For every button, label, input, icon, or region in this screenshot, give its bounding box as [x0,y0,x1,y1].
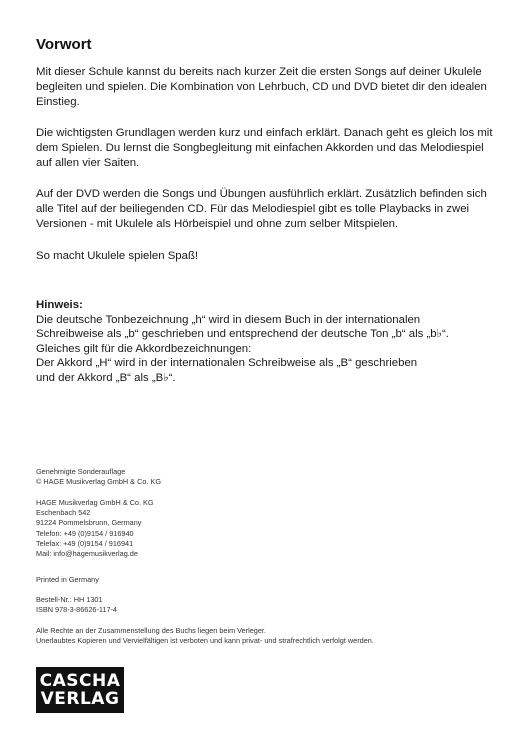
copyright-line: © HAGE Musikverlag GmbH & Co. KG [36,477,161,487]
rights-block [36,626,476,646]
note-line: Schreibweise als „b“ geschrieben und entsprechend der deutsche Ton „b“ als „b♭“. [36,328,449,340]
publisher-street: Eschenbach 542 [36,508,91,518]
rights-line: Alle Rechte an der Zusammenstellung des Buchs liegen beim Verleger. [36,626,266,635]
order-number: Bestell-Nr.: HH 1301 [36,595,103,604]
publisher-email: Mail: info@hagemusikverlag.de [36,549,138,559]
cascha-verlag-logo [36,667,124,713]
license-line: Genehmigte Sonderauflage [36,467,126,476]
intro-paragraph: Mit dieser Schule kannst du bereits nach kurzer Zeit die ersten Songs auf deiner Ukulele begleiten und spielen. Die Kombination von Lehrbuch, CD und DVD bietet dir den idealen Einstieg. [36,66,487,108]
note-line: Der Akkord „H“ wird in der internationalen Schreibweise als „B“ geschrieben [36,357,418,369]
publisher-address-block [36,498,476,559]
page-title: Vorwort [36,36,92,53]
logo-line-2: VERLAG [40,689,120,709]
closing-paragraph: So macht Ukulele spielen Spaß! [36,250,199,262]
publisher-phone: Telefon: +49 (0)9154 / 916940 [36,528,134,538]
publisher-name: HAGE Musikverlag GmbH & Co. KG [36,498,154,507]
order-info-block [36,595,476,615]
isbn-number: ISBN 978-3-86626-117-4 [36,605,117,615]
note-line: Die deutsche Tonbezeichnung „h“ wird in diesem Buch in der internationalen [36,313,421,326]
printed-in-line: Printed in Germany [36,575,99,584]
printed-in-block [36,575,476,585]
note-line: Gleiches gilt für die Akkordbezeichnungen: [36,342,252,355]
dvd-paragraph: Auf der DVD werden die Songs und Übungen ausführlich erklärt. Zusätzlich befinden sich alle Titel auf der beiliegenden CD. Für das Melodiespiel gibt es tolle Playbacks in zwei Versionen - mit Ukulele als Hörbeispiel und ohne zum selber Mitspielen. [36,188,487,230]
publisher-fax: Telefax: +49 (0)9154 / 916941 [36,538,134,548]
logo-line-1: CASCHA [39,671,121,691]
publisher-city: 91224 Pommelsbrunn, Germany [36,518,142,528]
license-block [36,467,476,487]
note-section [36,298,506,385]
note-heading: Hinweis: [36,299,83,311]
note-line: und der Akkord „B“ als „B♭“. [36,371,176,384]
basics-paragraph: Die wichtigsten Grundlagen werden kurz und einfach erklärt. Danach geht es gleich los mit dem Spielen. Du lernst die Songbegleitung mit einfachen Akkorden und das Melodiespiel auf allen vier Saiten. [36,127,493,169]
copy-warning-line: Unerlaubtes Kopieren und Vervielfältigen ist verboten und kann privat- und strafrechtlich verfolgt werden. [36,636,374,646]
